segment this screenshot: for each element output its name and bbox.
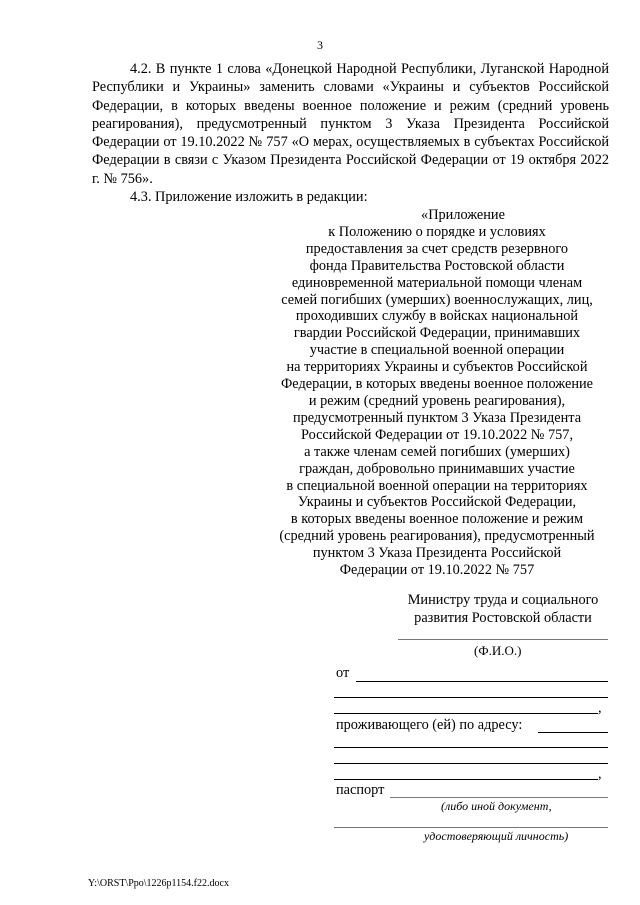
appendix-line: и режим (средний уровень реагирования), xyxy=(308,392,566,409)
comma: , xyxy=(598,700,602,716)
appendix-line: единовременной материальной помощи членам xyxy=(291,274,583,291)
appendix-line: в специальной военной операции на территориях xyxy=(286,477,588,494)
from-field-line-3[interactable] xyxy=(334,713,598,714)
passport-label: паспорт xyxy=(336,782,385,798)
appendix-line: на территориях Украины и субъектов Российской xyxy=(286,359,588,376)
comma: , xyxy=(598,766,602,782)
appendix-line: семей погибших (умерших) военнослужащих, лиц, xyxy=(281,291,593,308)
appendix-line: граждан, добровольно принимавших участие xyxy=(299,460,575,477)
appendix-line: (средний уровень реагирования), предусмотренный xyxy=(279,528,595,545)
appendix-line: Российской Федерации от 19.10.2022 № 757, xyxy=(300,426,574,443)
appendix-line: Украины и субъектов Российской Федерации, xyxy=(297,494,577,511)
passport-field-line[interactable] xyxy=(390,797,608,798)
from-field-line[interactable] xyxy=(356,681,608,682)
recipient-line: развития Ростовской области xyxy=(414,609,592,626)
document-caption-2: удостоверяющий личность) xyxy=(424,829,569,843)
appendix-line: Федерации, в которых введены военное положение xyxy=(281,376,593,393)
appendix-line: проходивших службу в войсках национальной xyxy=(295,308,579,325)
document-field-line[interactable] xyxy=(334,827,608,828)
page-number: 3 xyxy=(317,38,323,52)
appendix-line: участие в специальной военной операции xyxy=(309,342,565,359)
address-field-line[interactable] xyxy=(538,732,608,733)
document-caption-1: (либо иной документ, xyxy=(441,799,552,813)
address-label: проживающего (ей) по адресу: xyxy=(336,717,523,733)
address-field-line-3[interactable] xyxy=(334,763,608,764)
appendix-line: гвардии Российской Федерации, принимавших xyxy=(293,325,581,342)
recipient-line: Министру труда и социального xyxy=(407,592,599,608)
from-field-line-2[interactable] xyxy=(334,697,608,698)
address-field-line-2[interactable] xyxy=(334,747,608,748)
paragraph-4-2: 4.2. В пункте 1 слова «Донецкой Народной Республики, Луганской Народной Республики и Украины» заменить словами «Украины и субъектов Российской Федерации, в которых введены военное положение и режим (средний уровень реагирования), предусмотренный пунктом 3 Указа Президента Российской Федерации от 19.10.2022 № 757 «О мерах, осуществляемых в субъектах Российской Федерации в связи с Указом Президента Российской Федерации от 19 октября 2022 г. № 756». xyxy=(92,61,609,187)
appendix-line: «Приложение xyxy=(421,207,505,223)
recipient-block xyxy=(380,592,626,627)
appendix-line: фонда Правительства Ростовской области xyxy=(309,257,565,274)
appendix-line: Федерации от 19.10.2022 № 757 xyxy=(339,562,535,579)
body-text xyxy=(92,60,609,206)
appendix-line: предусмотренный пунктом 3 Указа Президента xyxy=(292,409,582,426)
fio-caption: (Ф.И.О.) xyxy=(474,643,522,658)
appendix-line: в которых введены военное положение и режим xyxy=(290,511,584,528)
appendix-line: к Положению о порядке и условиях xyxy=(328,223,546,240)
appendix-line: предоставления за счет средств резервного xyxy=(305,240,569,257)
address-field-line-4[interactable] xyxy=(334,779,598,780)
from-label: от xyxy=(336,665,350,681)
file-path-footer: Y:\ORST\Ppo\1226p1154.f22.docx xyxy=(88,878,229,889)
appendix-line: а также членам семей погибших (умерших) xyxy=(304,443,570,460)
paragraph-4-3: 4.3. Приложение изложить в редакции: xyxy=(130,189,368,206)
appendix-header xyxy=(262,207,612,579)
appendix-line: пунктом 3 Указа Президента Российской xyxy=(312,545,562,562)
fio-field-line[interactable] xyxy=(398,639,608,640)
